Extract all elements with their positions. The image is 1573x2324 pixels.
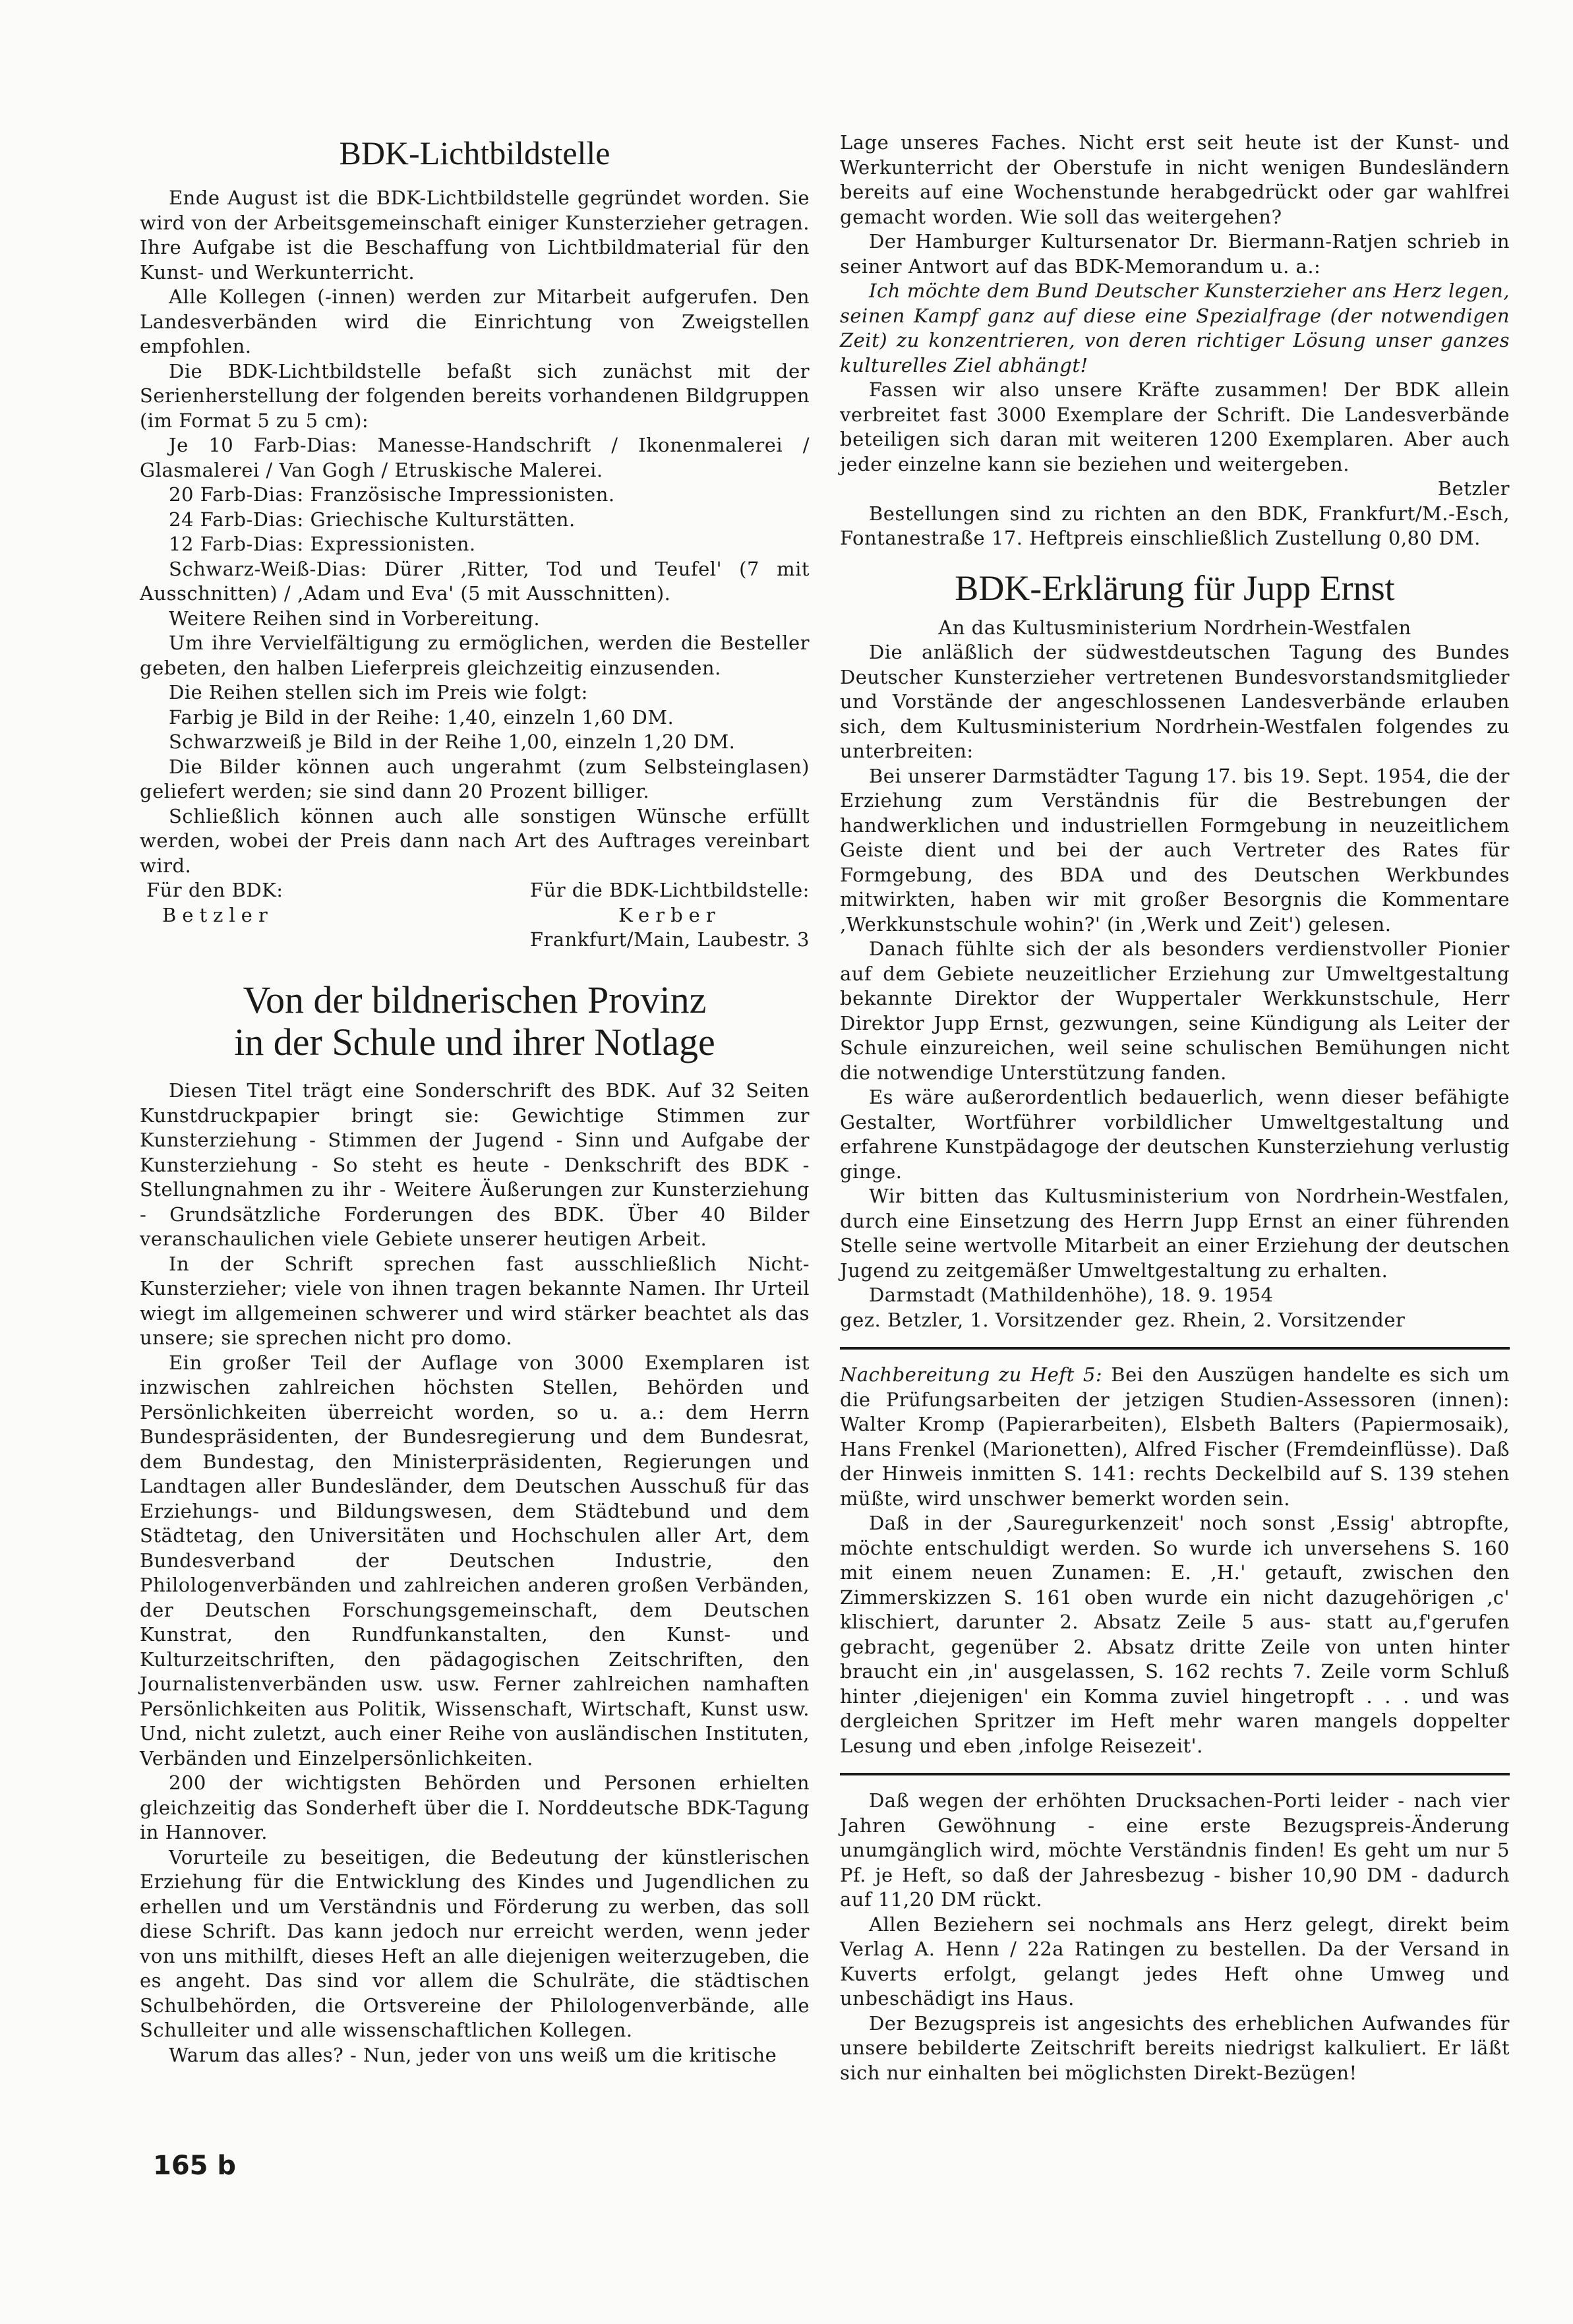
list-item: 12 Farb-Dias: Expressionisten. (169, 533, 476, 555)
article-ernst (840, 568, 1510, 1333)
notice-lead: Nachbereitung zu Heft 5: (840, 1363, 1103, 1386)
paragraph: Bei unserer Darmstädter Tagung 17. bis 19. Sept. 1954, die der Erziehung zum Verständnis für die Bestrebungen der handwerklichen und industriellen Formgebung in neuzeitlichem Geiste dient und bei der auch Vertreter des Rates für Formgebung, des BDA und des Deutschen Werkbundes mitwirkten, haben wir mit großer Besorgnis die Kommentare ‚Werkkunstschule wohin?' (in ‚Werk und Zeit') gelesen. (840, 764, 1510, 936)
paragraph: Der Hamburger Kultursenator Dr. Biermann-Ratjen schrieb in seiner Antwort auf das BDK-Memorandum u. a.: (840, 230, 1510, 278)
article-title-line1: Von der bildnerischen Provinz (243, 978, 707, 1021)
quotation: Ich möchte dem Bund Deutscher Kunsterzieher ans Herz legen, seinen Kampf ganz auf diese eine Spezialfrage (der notwendigen Zeit) zu konzentrieren, von deren richtiger Lösung unser ganzes kulturelles Ziel abhängt! (840, 280, 1510, 376)
signature-line: gez. Betzler, 1. Vorsitzender gez. Rhein, 2. Vorsitzender (840, 1308, 1406, 1331)
paragraph: Die anläßlich der südwestdeutschen Tagung des Bundes Deutscher Kunsterzieher vertretenen Bundesvorstandsmitglieder und Vorstände der angeschlossenen Landesverbände erlauben sich, dem Kultusministerium Nordrhein-Westfalen folgendes zu unterbreiten: (840, 641, 1510, 763)
signature-name: Kerber (618, 903, 721, 926)
paragraph: Warum das alles? - Nun, jeder von uns weiß um die kritische (169, 2043, 777, 2066)
paragraph: 200 der wichtigsten Behörden und Personen erhielten gleichzeitig das Sonderheft über die I. Norddeutsche BDK-Tagung in Hannover. (140, 1772, 810, 1844)
divider (840, 1347, 1510, 1350)
notice-text: Bei den Auszügen handelte es sich um die Prüfungsarbeiten der jetzigen Studien-Assessoren (innen): Walter Kromp (Papierarbeiten), Elsbeth Balters (Papiermosaik), Hans Frenkel (Marionetten), Alfred Fischer (Fremdeinflüsse). Daß der Hinweis inmitten S. 141: rechts Deckelbild auf S. 139 stehen müßte, wird unschwer bemerkt worden sein. (840, 1363, 1510, 1510)
notice-porti (840, 1789, 1510, 2085)
article-provinz (140, 979, 810, 2068)
article-title-line2: in der Schule und ihrer Notlage (234, 1021, 715, 1064)
paragraph: Fassen wir also unsere Kräfte zusammen! Der BDK allein verbreitet fast 3000 Exemplare der Schrift. Die Landesverbände beteiligen sich daran mit weiteren 1200 Exemplaren. Aber auch jeder einzelne kann sie beziehen und weitergeben. (840, 378, 1510, 475)
paragraph: Bestellungen sind zu richten an den BDK, Frankfurt/M.-Esch, Fontanestraße 17. Heftpreis einschließlich Zustellung 0,80 DM. (840, 502, 1510, 549)
divider (840, 1773, 1510, 1775)
list-item: Schwarz-Weiß-Dias: Dürer ‚Ritter, Tod und Teufel' (7 mit Ausschnitten) / ‚Adam und Eva' (5 mit Ausschnitten). (140, 557, 810, 605)
article-title: BDK-Lichtbildstelle (339, 134, 610, 171)
paragraph: Daß wegen der erhöhten Drucksachen-Porti leider - nach vier Jahren Gewöhnung - eine erste Bezugspreis-Änderung unumgänglich wird, möchte Verständnis finden! Es geht um nur 5 Pf. je Heft, so daß der Jahresbezug - bisher 10,90 DM - dadurch auf 11,20 DM rückt. (840, 1789, 1510, 1911)
paragraph: Lage unseres Faches. Nicht erst seit heute ist der Kunst- und Werkunterricht der Oberstufe in nicht wenigen Bundesländern bereits auf eine Wochenstunde herabgedrückt oder gar wahlfrei gemacht worden. Wie soll das weitergehen? (840, 131, 1510, 228)
article-continuation (840, 131, 1510, 551)
paragraph: Die BDK-Lichtbildstelle befaßt sich zunächst mit der Serienherstellung der folgenden bereits vorhandenen Bildgruppen (im Format 5 zu 5 cm): (140, 359, 810, 432)
article-lichtbildstelle (140, 134, 810, 953)
paragraph: Danach fühlte sich der als besonders verdienstvoller Pionier auf dem Gebiete neuzeitlicher Erziehung zur Umweltgestaltung bekannte Direktor der Wuppertaler Werkkunstschule, Herr Direktor Jupp Ernst, gezwungen, seine Kündigung als Leiter der Schule einzureichen, weil seine schulischen Bemühungen nicht die notwendige Unterstützung fanden. (840, 938, 1510, 1084)
paragraph: Ende August ist die BDK-Lichtbildstelle gegründet worden. Sie wird von der Arbeitsgemeinschaft einiger Kunsterzieher getragen. Ihre Aufgabe ist die Beschaffung von Lichtbildmaterial für den Kunst- und Werkunterricht. (140, 187, 810, 283)
price-line: Farbig je Bild in der Reihe: 1,40, einzeln 1,60 DM. (169, 705, 674, 729)
article-title: BDK-Erklärung für Jupp Ernst (955, 568, 1395, 608)
signature-label: Für die BDK-Lichtbildstelle: (529, 879, 810, 901)
list-item: 20 Farb-Dias: Französische Impressionisten. (169, 483, 615, 506)
left-column (140, 125, 810, 2068)
paragraph: Allen Beziehern sei nochmals ans Herz gelegt, direkt beim Verlag A. Henn / 22a Ratingen zu bestellen. Da der Versand in Kuverts erfolgt, gelangt jedes Heft ohne Umweg und unbeschädigt ins Haus. (840, 1913, 1510, 2010)
paragraph: Daß in der ‚Sauregurkenzeit' noch sonst ‚Essig' abtropfte, möchte entschuldigt werden. So wurde ich unversehens S. 160 mit einem neuen Zunamen: E. ‚H.' getauft, zwischen den Zimmerskizzen S. 161 oben wurde ein nicht dazugehörigen ‚c' klischiert, darunter 2. Absatz Zeile 5 aus- statt au,f'gerufen gebracht, gegenüber 2. Absatz dritte Zeile von unten hinter braucht ein ‚in' ausgelassen, S. 162 rechts 7. Zeile vorm Schluß hinter ‚diejenigen' ein Komma zuviel hingetropft . . . und was dergleichen Spritzer im Heft mehr waren mangels doppelter Lesung und eben ‚infolge Reisezeit'. (840, 1512, 1510, 1757)
notice-nachbereitung (840, 1363, 1510, 1758)
paragraph: Diesen Titel trägt eine Sonderschrift des BDK. Auf 32 Seiten Kunstdruckpapier bringt sie: Gewichtige Stimmen zur Kunsterziehung - Stimmen der Jugend - Sinn und Aufgabe der Kunsterziehung - So steht es heute - Denkschrift des BDK - Stellungnahmen zu ihr - Weitere Äußerungen zur Kunsterziehung - Grundsätzliche Forderungen des BDK. Über 40 Bilder veranschaulichen viele Gebiete unserer heutigen Arbeit. (140, 1079, 810, 1251)
paragraph: Schließlich können auch alle sonstigen Wünsche erfüllt werden, wobei der Preis dann nach Art des Auftrages vereinbart wird. (140, 804, 810, 877)
paragraph: Um ihre Vervielfältigung zu ermöglichen, werden die Besteller gebeten, den halben Lieferpreis gleichzeitig einzusenden. (140, 632, 810, 679)
paragraph: Weitere Reihen sind in Vorbereitung. (169, 607, 541, 630)
paragraph (840, 1363, 1510, 1511)
paragraph: Ein großer Teil der Auflage von 3000 Exemplaren ist inzwischen zahlreichen höchsten Stellen, Behörden und Persönlichkeiten überreicht worden, so u. a.: dem Herrn Bundespräsidenten, der Bundesregierung und dem Bundesrat, dem Bundestag, den Ministerpräsidenten, Regierungen und Landtagen aller Bundesländer, dem Deutschen Ausschuß für das Erziehungs- und Bildungswesen, dem Städtebund und dem Städtetag, den Universitäten und Hochschulen aller Art, dem Bundesverband der Deutschen Industrie, den Philologenverbänden und zahlreichen anderen großen Verbänden, der Deutschen Forschungsgemeinschaft, dem Deutschen Kunstrat, den Rundfunkanstalten, den Kunst- und Kulturzeitschriften, den pädagogischen Zeitschriften, den Journalistenverbänden usw. usw. Ferner zahlreichen namhaften Persönlichkeiten aus Politik, Wissenschaft, Wirtschaft, Kunst usw. Und, nicht zuletzt, auch einer Reihe von ausländischen Instituten, Verbänden und Einzelpersönlichkeiten. (140, 1351, 810, 1770)
paragraph: Die Reihen stellen sich im Preis wie folgt: (169, 681, 588, 703)
page-number: 165 b (153, 2151, 237, 2181)
right-column (840, 131, 1510, 2085)
paragraph: In der Schrift sprechen fast ausschließlich Nicht-Kunsterzieher; viele von ihnen tragen bekannte Namen. Ihr Urteil wiegt im allgemeinen schwerer und wird stärker beachtet als das unsere; sie sprechen nicht pro domo. (140, 1252, 810, 1350)
paragraph: Es wäre außerordentlich bedauerlich, wenn dieser befähigte Gestalter, Wortführer vorbildlicher Umweltgestaltung und erfahrene Kunstpädagoge der deutschen Kunsterziehung verlustig ginge. (840, 1086, 1510, 1183)
paragraph: Der Bezugspreis ist angesichts des erheblichen Aufwandes für unsere bebilderte Zeitschrift bereits niedrigst kalkuliert. Er läßt sich nur einhalten bei möglichsten Direkt-Bezügen! (840, 2011, 1510, 2084)
paragraph: Vorurteile zu beseitigen, die Bedeutung der künstlerischen Erziehung für die Entwicklung des Kindes und Jugendlichen zu erhellen und um Verständnis und Förderung zu werben, das soll diese Schrift. Das kann jedoch nur erreicht werden, wenn jeder von uns mithilft, dieses Heft an alle diejenigen weiterzugeben, die es angeht. Das sind vor allem die Schulräte, die städtischen Schulbehörden, die Ortsvereine der Philologenverbände, alle Schulleiter und alle wissenschaftlichen Kollegen. (140, 1845, 810, 2042)
signature-address: Frankfurt/Main, Laubestr. 3 (529, 928, 810, 951)
signature-label: Für den BDK: (146, 879, 283, 901)
signature-block (140, 878, 810, 953)
signature-name: Betzler (162, 903, 274, 926)
list-item: 24 Farb-Dias: Griechische Kulturstätten. (169, 508, 576, 531)
paragraph: Alle Kollegen (-innen) werden zur Mitarbeit aufgerufen. Den Landesverbänden wird die Einrichtung von Zweigstellen empfohlen. (140, 285, 810, 357)
signature-name: Betzler (1437, 477, 1510, 500)
addressee: An das Kultusministerium Nordrhein-Westfalen (938, 616, 1411, 639)
date-line: Darmstadt (Mathildenhöhe), 18. 9. 1954 (869, 1284, 1274, 1307)
paragraph: Wir bitten das Kultusministerium von Nordrhein-Westfalen, durch eine Einsetzung des Herrn Jupp Ernst an einer führenden Stelle seine wertvolle Mitarbeit an einer Erziehung der deutschen Jugend zu zeitgemäßer Umweltgestaltung zu erhalten. (840, 1185, 1510, 1282)
list-item: Je 10 Farb-Dias: Manesse-Handschrift / Ikonenmalerei / Glasmalerei / Van Gogh / Etruskische Malerei. (140, 434, 810, 481)
paragraph: Die Bilder können auch ungerahmt (zum Selbsteinglasen) geliefert werden; sie sind dann 20 Prozent billiger. (140, 755, 810, 802)
price-line: Schwarzweiß je Bild in der Reihe 1,00, einzeln 1,20 DM. (169, 730, 736, 753)
